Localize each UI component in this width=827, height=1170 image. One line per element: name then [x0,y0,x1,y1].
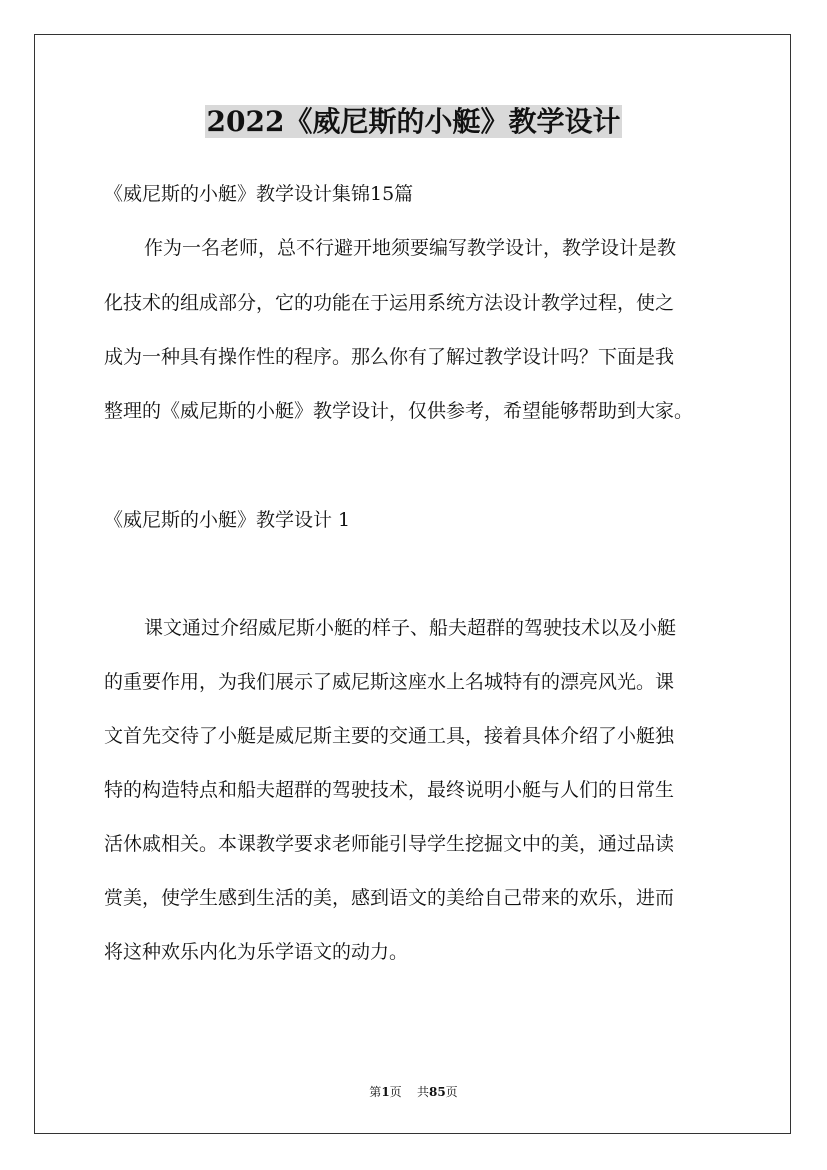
intro-line: 作为一名老师，总不行避开地须要编写教学设计，教学设计是教 [144,237,677,259]
document-title [0,100,827,144]
intro-line: 整理的《威尼斯的小艇》教学设计，仅供参考，希望能够帮助到大家。 [104,400,694,422]
page-suffix: 页 [389,1085,402,1099]
page-footer [0,1083,827,1101]
document-title-text: 2022《威尼斯的小艇》教学设计 [206,105,621,138]
intro-line: 成为一种具有操作性的程序。那么你有了解过教学设计吗？下面是我 [104,346,675,368]
page-prefix: 第 [369,1085,382,1099]
body-line: 课文通过介绍威尼斯小艇的样子、船夫超群的驾驶技术以及小艇 [144,617,677,639]
body-line: 特的构造特点和船夫超群的驾驶技术，最终说明小艇与人们的日常生 [104,779,675,801]
page-number: 1 [381,1085,390,1099]
body-line: 的重要作用，为我们展示了威尼斯这座水上名城特有的漂亮风光。课 [104,671,675,693]
body-line: 活休戚相关。本课教学要求老师能引导学生挖掘文中的美，通过品读 [104,833,675,855]
section-heading: 《威尼斯的小艇》教学设计 1 [104,509,351,531]
total-pages: 85 [428,1085,446,1099]
document-subtitle: 《威尼斯的小艇》教学设计集锦15篇 [104,183,414,205]
body-line: 赏美，使学生感到生活的美，感到语文的美给自己带来的欢乐，进而 [104,887,675,909]
intro-line: 化技术的组成部分，它的功能在于运用系统方法设计教学过程，使之 [104,292,675,314]
body-line: 将这种欢乐内化为乐学语文的动力。 [104,941,409,963]
total-suffix: 页 [445,1085,458,1099]
body-line: 文首先交待了小艇是威尼斯主要的交通工具，接着具体介绍了小艇独 [104,725,675,747]
total-prefix: 共 [416,1085,429,1099]
